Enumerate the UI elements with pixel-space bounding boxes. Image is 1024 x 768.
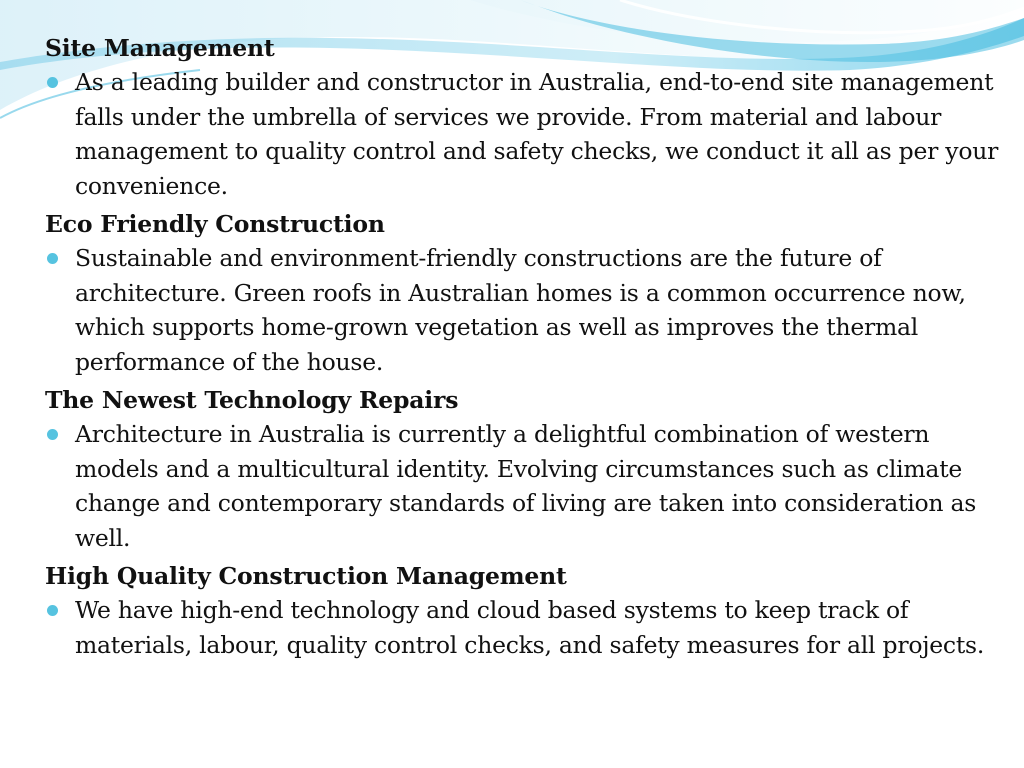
section-high-quality-construction-management — [45, 559, 1005, 662]
bullet-icon — [47, 429, 58, 440]
slide-content — [45, 29, 1005, 666]
section-heading: Site Management — [45, 34, 275, 62]
section-heading: High Quality Construction Management — [45, 562, 567, 590]
section-heading: The Newest Technology Repairs — [45, 386, 459, 414]
bullet-icon — [47, 253, 58, 264]
bullet-icon — [47, 77, 58, 88]
bullet-item — [45, 417, 1005, 555]
bullet-item — [45, 241, 1005, 379]
bullet-item — [45, 593, 1005, 662]
section-eco-friendly-construction — [45, 207, 1005, 379]
bullet-icon — [47, 605, 58, 616]
bullet-text: We have high-end technology and cloud based systems to keep track of materials, labour, quality control checks, and safety measures for all projects. — [75, 596, 985, 659]
bullet-text: As a leading builder and constructor in Australia, end-to-end site management falls under the umbrella of services we provide. From material and labour management to quality control and safety checks, we conduct it all as per your convenience. — [75, 68, 999, 200]
bullet-text: Architecture in Australia is currently a delightful combination of western models and a multicultural identity. Evolving circumstances such as climate change and contemporary standards of living are taken into consideration as well. — [75, 420, 977, 552]
section-site-management — [45, 31, 1005, 203]
section-newest-technology-repairs — [45, 383, 1005, 555]
bullet-text: Sustainable and environment-friendly constructions are the future of architecture. Green roofs in Australian homes is a common occurrence now, which supports home-grown vegetation as well as improves the thermal performance of the house. — [75, 244, 966, 376]
section-heading: Eco Friendly Construction — [45, 210, 385, 238]
bullet-item — [45, 65, 1005, 203]
